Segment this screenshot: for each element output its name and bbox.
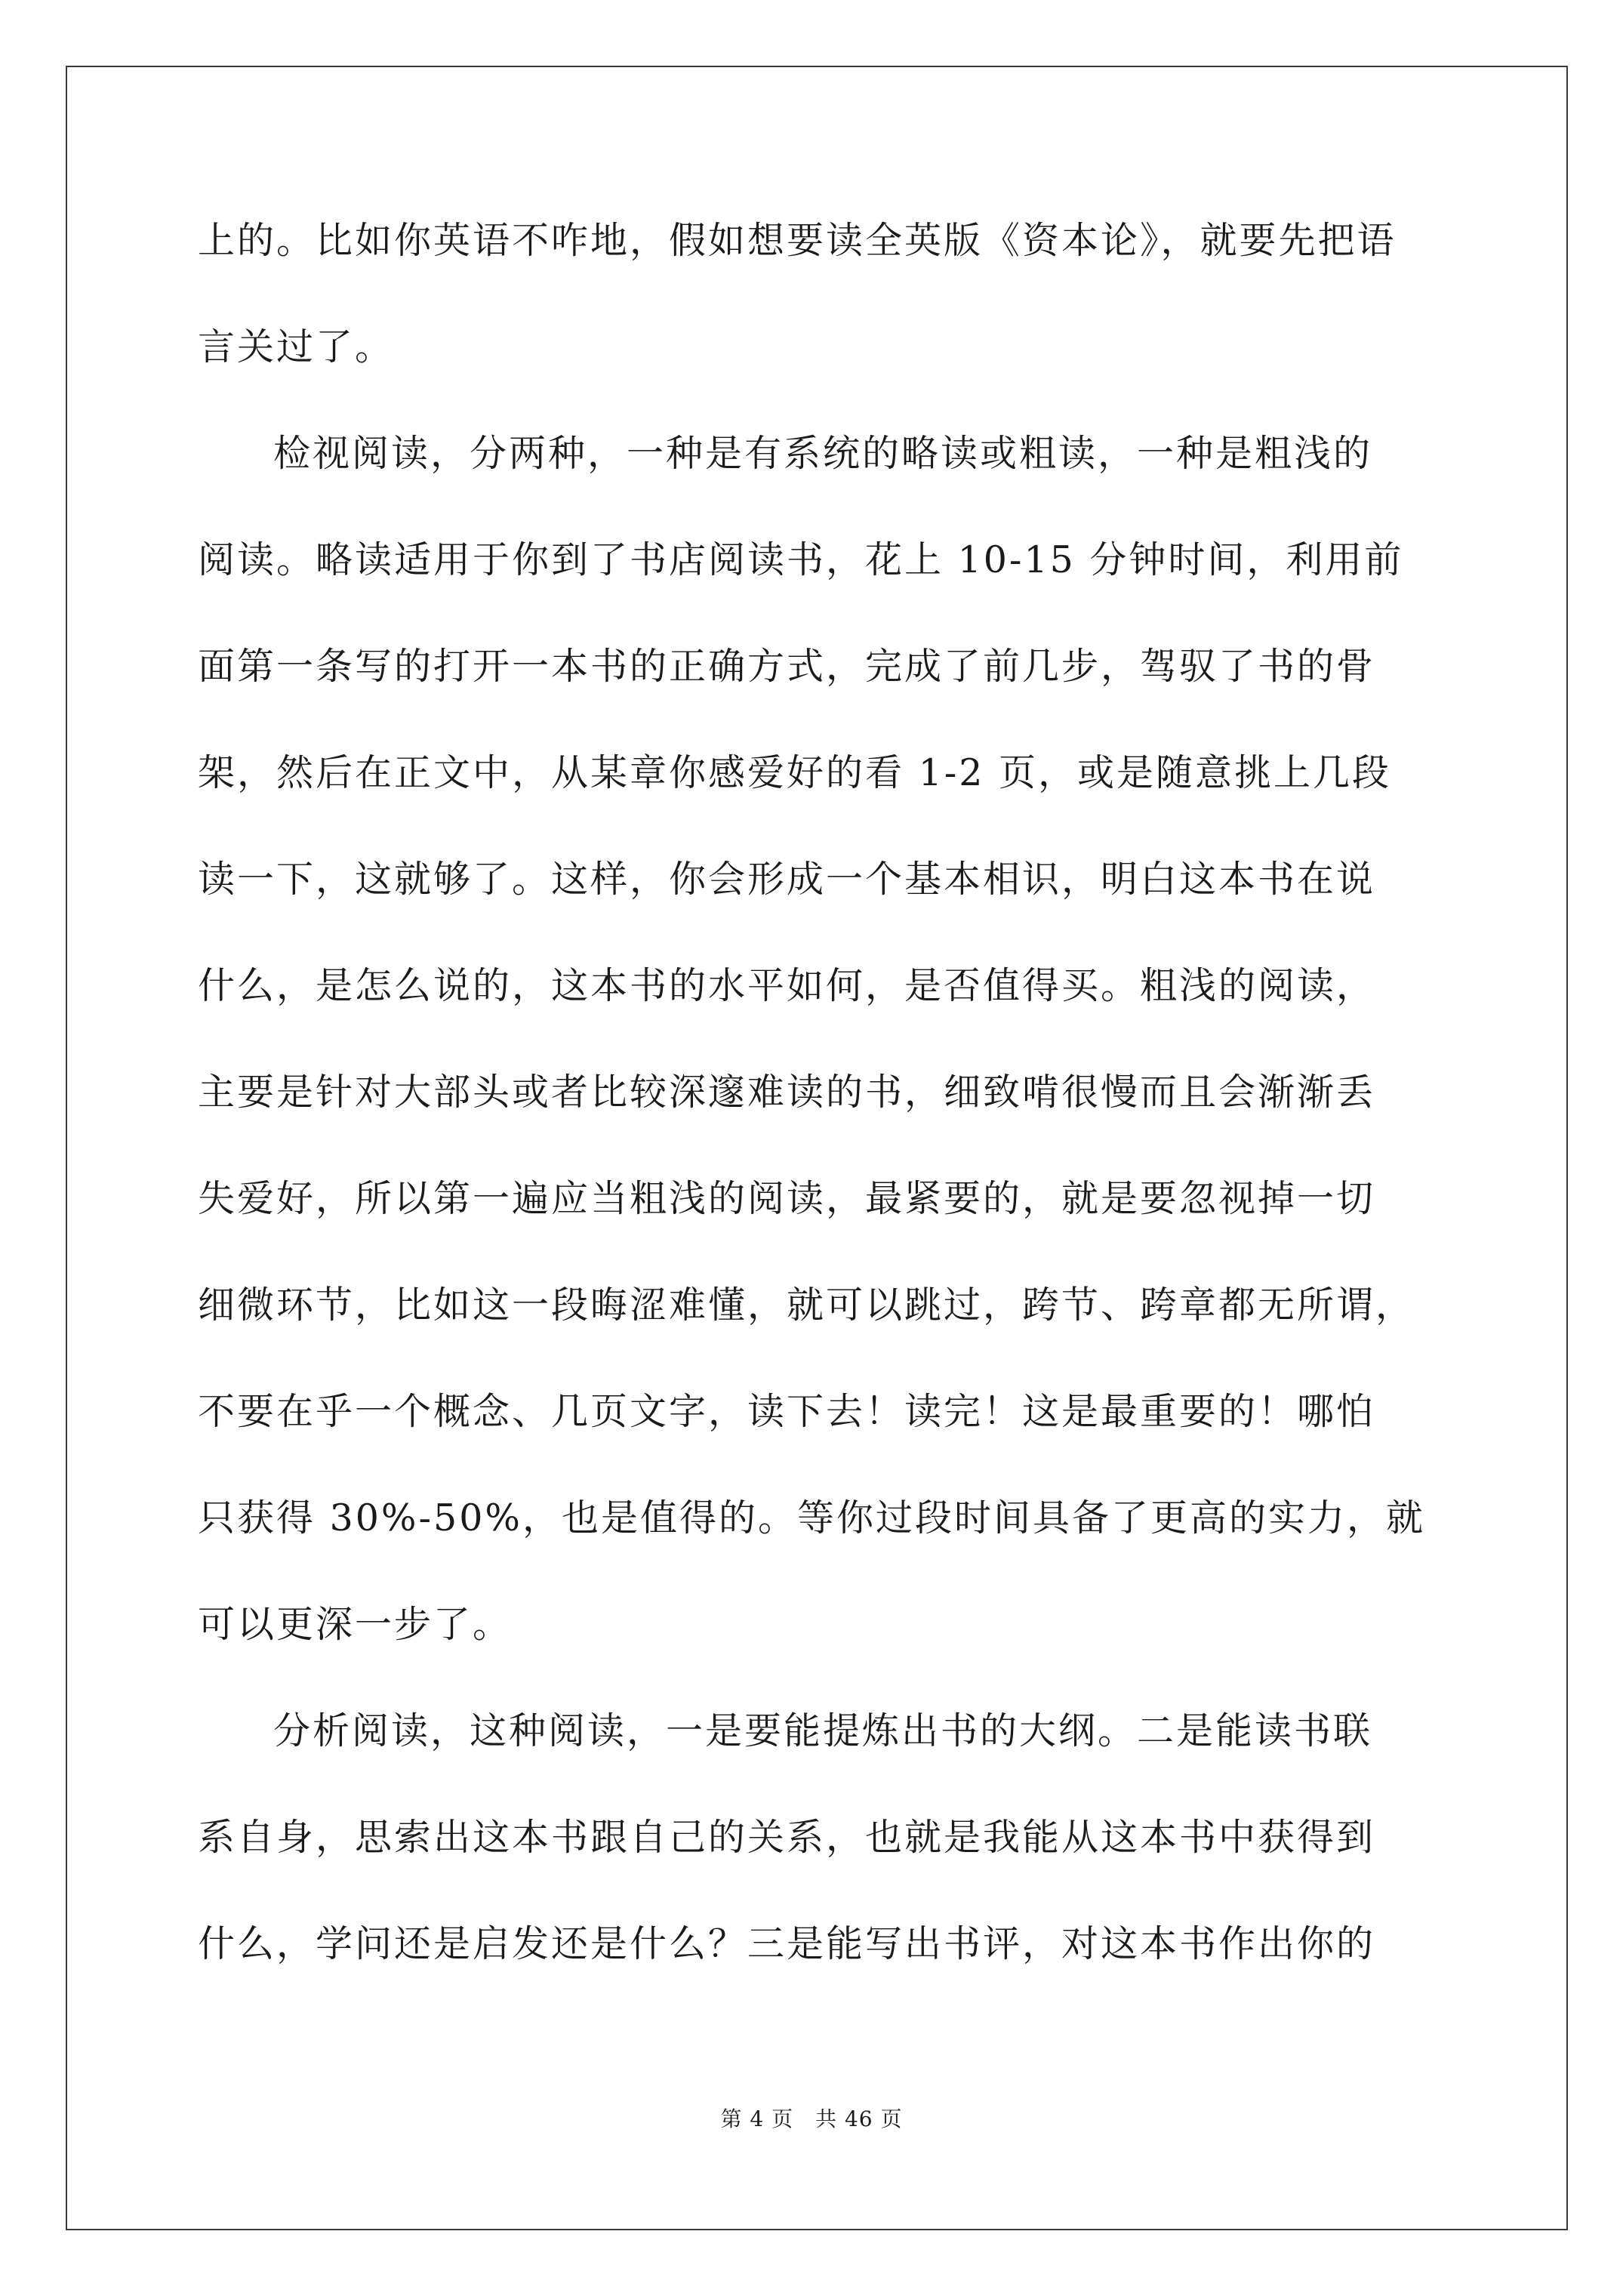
text-line: 架，然后在正文中，从某章你感爱好的看 1-2 页，或是随意挑上几段	[198, 751, 1392, 794]
text-line: 什么，学问还是启发还是什么？三是能写出书评，对这本书作出你的	[198, 1922, 1376, 1965]
text-line: 面第一条写的打开一本书的正确方式，完成了前几步，驾驭了书的骨	[198, 645, 1376, 688]
text-line: 只获得 30%-50%，也是值得的。等你过段时间具备了更高的实力，就	[198, 1496, 1425, 1539]
text-line: 主要是针对大部头或者比较深邃难读的书，细致啃很慢而且会渐渐丢	[198, 1071, 1376, 1114]
text-line: 阅读。略读适用于你到了书店阅读书，花上 10-15 分钟时间，利用前	[198, 538, 1404, 581]
text-line: 失爱好，所以第一遍应当粗浅的阅读，最紧要的，就是要忽视掉一切	[198, 1177, 1376, 1220]
text-line: 言关过了。	[198, 325, 395, 368]
text-line: 细微环节，比如这一段晦涩难懂，就可以跳过，跨节、跨章都无所谓，	[198, 1284, 1415, 1327]
text-line: 什么，是怎么说的，这本书的水平如何，是否值得买。粗浅的阅读，	[198, 964, 1376, 1007]
document-body	[198, 214, 1481, 2024]
text-line: 系自身，思索出这本书跟自己的关系，也就是我能从这本书中获得到	[198, 1816, 1376, 1859]
paragraph-start: 检视阅读，分两种，一种是有系统的略读或粗读，一种是粗浅的	[273, 432, 1373, 475]
paragraph-start: 分析阅读，这种阅读，一是要能提炼出书的大纲。二是能读书联	[273, 1709, 1373, 1752]
text-line: 不要在乎一个概念、几页文字，读下去！读完！这是最重要的！哪怕	[198, 1390, 1376, 1433]
text-line: 可以更深一步了。	[198, 1603, 513, 1646]
text-line: 读一下，这就够了。这样，你会形成一个基本相识，明白这本书在说	[198, 858, 1376, 901]
page-number-footer: 第 4 页 共 46 页	[720, 2106, 903, 2131]
text-line: 上的。比如你英语不咋地，假如想要读全英版《资本论》，就要先把语	[198, 219, 1397, 262]
